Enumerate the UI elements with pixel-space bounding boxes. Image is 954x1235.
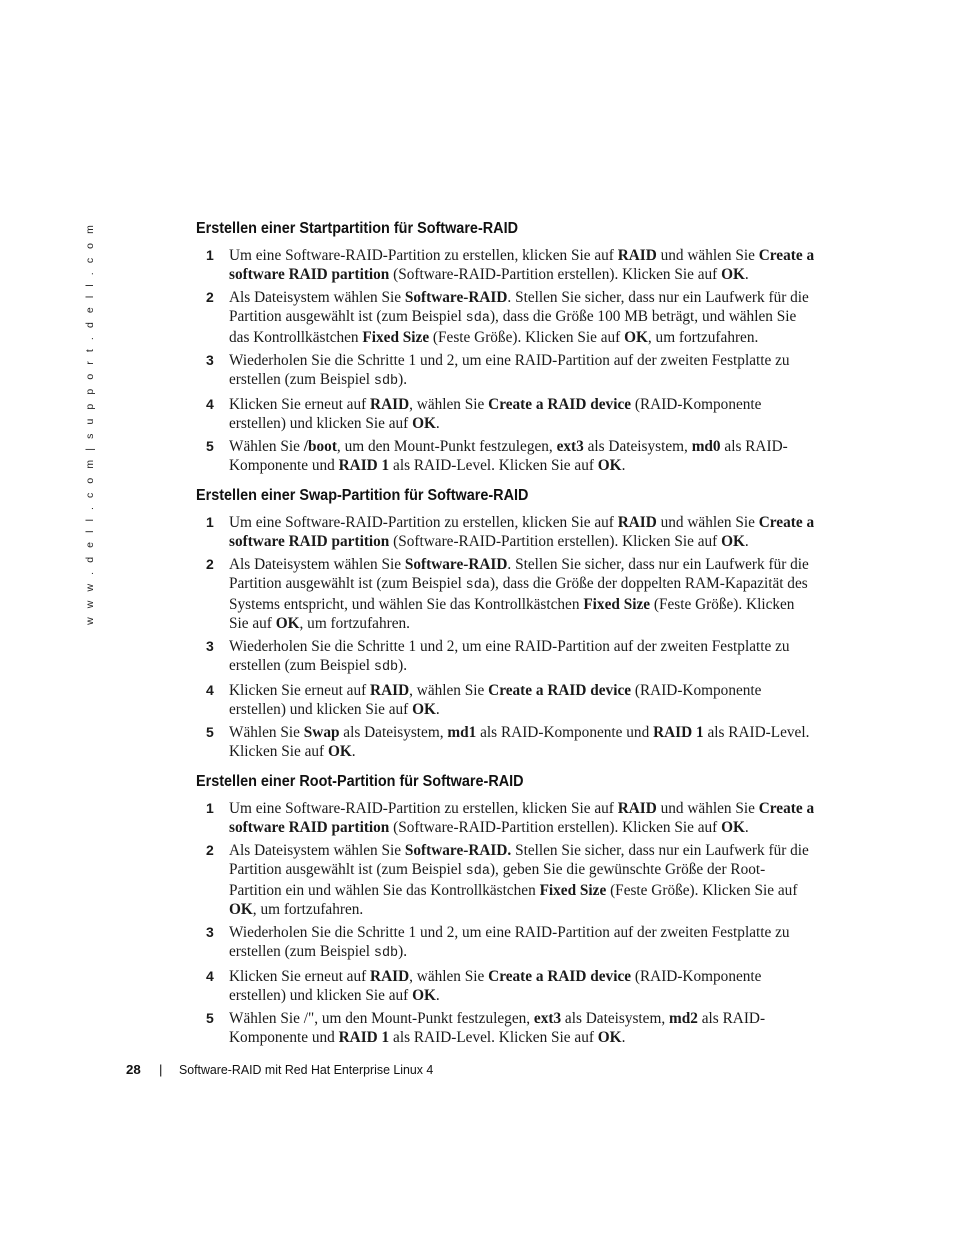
text-run: , um fortzufahren. xyxy=(252,901,364,918)
text-run: Klicken Sie erneut auf xyxy=(229,682,371,699)
step-list xyxy=(196,246,816,475)
step-number: 1 xyxy=(206,514,214,530)
text-run: Klicken Sie erneut auf xyxy=(229,968,371,985)
section-heading: Erstellen einer Swap-Partition für Software-RAID xyxy=(196,487,529,504)
step-number: 3 xyxy=(206,924,214,940)
step-item xyxy=(196,288,816,347)
text-run: Stellen Sie sicher, dass nur ein Laufwerk für die Partition ausgewählt ist (zum Beispiel xyxy=(229,842,809,878)
step-item xyxy=(196,1009,816,1047)
side-url: w w w . d e l l . c o m | s u p p o r t . d e l l . c o m xyxy=(84,222,96,625)
text-run: Klicken Sie erneut auf xyxy=(229,396,371,413)
text-run: (Feste Größe). Klicken Sie auf xyxy=(429,329,625,346)
bold-term: RAID xyxy=(617,514,657,531)
step-number: 5 xyxy=(206,724,214,740)
code-term: sda xyxy=(465,864,490,879)
section-heading: Erstellen einer Startpartition für Software-RAID xyxy=(196,220,518,237)
bold-term: Create a software RAID partition xyxy=(229,514,815,550)
bold-term: Software-RAID xyxy=(404,289,508,306)
step-item xyxy=(196,395,816,433)
bold-term: RAID 1 xyxy=(338,1029,390,1046)
step-text xyxy=(229,438,788,474)
bold-term: OK xyxy=(229,901,253,918)
bold-term: Swap xyxy=(303,724,340,741)
text-run: , wählen Sie xyxy=(409,396,489,413)
bold-term: Fixed Size xyxy=(539,882,607,899)
text-run: , wählen Sie xyxy=(409,682,489,699)
text-run: . xyxy=(744,266,749,283)
text-run: . xyxy=(621,457,626,474)
bold-term: OK xyxy=(624,329,648,346)
text-run: . xyxy=(351,743,356,760)
text-run: Um eine Software-RAID-Partition zu erstellen, klicken Sie auf xyxy=(229,514,618,531)
page-number: 28 xyxy=(126,1062,141,1077)
text-run: (RAID-Komponente erstellen) und klicken Sie auf xyxy=(229,968,762,1004)
section xyxy=(196,772,816,1047)
bold-term: Create a software RAID partition xyxy=(229,247,815,283)
step-text xyxy=(229,638,790,674)
text-run: Als Dateisystem wählen Sie xyxy=(229,289,405,306)
bold-term: Create a software RAID partition xyxy=(229,800,815,836)
text-run: und wählen Sie xyxy=(656,514,759,531)
bold-term: Software-RAID xyxy=(404,556,508,573)
code-term: sda xyxy=(465,578,490,593)
bold-term: OK xyxy=(721,819,745,836)
step-item xyxy=(196,923,816,963)
bold-term: Create a RAID device xyxy=(488,968,632,985)
page-footer xyxy=(0,1062,954,1082)
text-run: als RAID-Komponente und xyxy=(476,724,654,741)
step-item xyxy=(196,967,816,1005)
text-run: (Feste Größe). Klicken Sie auf xyxy=(606,882,798,899)
step-item xyxy=(196,841,816,919)
footer-divider: | xyxy=(159,1062,163,1077)
step-item xyxy=(196,799,816,837)
step-text xyxy=(229,514,814,550)
text-run: Wiederholen Sie die Schritte 1 und 2, um eine RAID-Partition auf der zweiten Festplatte zu erstellen (zum Beispiel xyxy=(229,352,790,388)
text-run: , wählen Sie xyxy=(409,968,489,985)
step-number: 2 xyxy=(206,556,214,572)
text-run: (Software-RAID-Partition erstellen). Klicken Sie auf xyxy=(389,819,722,836)
bold-term: OK xyxy=(597,457,622,474)
step-item xyxy=(196,555,816,633)
text-run: Wiederholen Sie die Schritte 1 und 2, um eine RAID-Partition auf der zweiten Festplatte zu erstellen (zum Beispiel xyxy=(229,924,790,960)
bold-term: RAID xyxy=(370,968,410,985)
bold-term: RAID 1 xyxy=(653,724,704,741)
code-term: sdb xyxy=(373,946,399,961)
bold-term: OK xyxy=(597,1029,622,1046)
text-run: als Dateisystem, xyxy=(561,1010,670,1027)
text-run: . Stellen Sie sicher, dass nur ein Laufwerk für die Partition ausgewählt ist (zum Beispiel xyxy=(229,556,809,592)
step-text xyxy=(229,396,761,432)
bold-term: RAID xyxy=(370,682,410,699)
bold-term: md1 xyxy=(447,724,477,741)
text-run: als RAID-Komponente und xyxy=(229,1010,766,1046)
text-run: als RAID-Level. Klicken Sie auf xyxy=(389,1029,598,1046)
bold-term: OK xyxy=(275,615,300,632)
text-run: (RAID-Komponente erstellen) und klicken Sie auf xyxy=(229,396,762,432)
step-item xyxy=(196,723,816,761)
bold-term: RAID xyxy=(617,800,657,817)
text-run: und wählen Sie xyxy=(656,247,759,264)
bold-term: OK xyxy=(412,415,436,432)
bold-term: RAID xyxy=(617,247,657,264)
text-run: Als Dateisystem wählen Sie xyxy=(229,842,405,859)
step-number: 2 xyxy=(206,289,214,305)
step-number: 1 xyxy=(206,800,214,816)
step-text xyxy=(229,247,814,283)
code-term: sda xyxy=(465,311,490,326)
text-run: , um fortzufahren. xyxy=(299,615,410,632)
text-run: . xyxy=(435,701,440,718)
text-run: (RAID-Komponente erstellen) und klicken Sie auf xyxy=(229,682,762,718)
text-run: . xyxy=(621,1029,626,1046)
section-heading: Erstellen einer Root-Partition für Software-RAID xyxy=(196,773,524,790)
bold-term: OK xyxy=(721,533,745,550)
step-text xyxy=(229,968,761,1004)
text-run: . xyxy=(435,987,440,1004)
bold-term: OK xyxy=(721,266,745,283)
step-number: 3 xyxy=(206,638,214,654)
step-text xyxy=(229,724,809,760)
step-text xyxy=(229,800,814,836)
text-run: als RAID-Level. Klicken Sie auf xyxy=(389,457,598,474)
step-number: 3 xyxy=(206,352,214,368)
text-run: Wiederholen Sie die Schritte 1 und 2, um eine RAID-Partition auf der zweiten Festplatte zu erstellen (zum Beispiel xyxy=(229,638,790,674)
text-run: Wählen Sie /", um den Mount-Punkt festzulegen, xyxy=(229,1010,534,1027)
step-item xyxy=(196,246,816,284)
bold-term: RAID 1 xyxy=(338,457,390,474)
step-number: 2 xyxy=(206,842,214,858)
main-content xyxy=(196,219,816,1058)
text-run: als Dateisystem, xyxy=(583,438,692,455)
text-run: . Stellen Sie sicher, dass nur ein Laufwerk für die Partition ausgewählt ist (zum Beispiel xyxy=(229,289,809,325)
text-run: . xyxy=(744,533,749,550)
step-text xyxy=(229,682,761,718)
text-run: als Dateisystem, xyxy=(339,724,448,741)
text-run: Um eine Software-RAID-Partition zu erstellen, klicken Sie auf xyxy=(229,800,618,817)
text-run: und wählen Sie xyxy=(656,800,759,817)
step-text xyxy=(229,924,790,960)
text-run: , um den Mount-Punkt festzulegen, xyxy=(336,438,557,455)
text-run: ). xyxy=(398,371,408,388)
step-item xyxy=(196,637,816,677)
bold-term: RAID xyxy=(370,396,410,413)
section xyxy=(196,219,816,475)
text-run: , um fortzufahren. xyxy=(647,329,759,346)
bold-term: ext3 xyxy=(556,438,584,455)
step-list xyxy=(196,799,816,1047)
text-run: Um eine Software-RAID-Partition zu erstellen, klicken Sie auf xyxy=(229,247,618,264)
step-number: 4 xyxy=(206,682,214,698)
text-run: Als Dateisystem wählen Sie xyxy=(229,556,405,573)
bold-term: Create a RAID device xyxy=(488,682,632,699)
step-item xyxy=(196,351,816,391)
step-item xyxy=(196,513,816,551)
text-run: (Software-RAID-Partition erstellen). Klicken Sie auf xyxy=(389,266,722,283)
text-run: ). xyxy=(398,943,408,960)
text-run: (Software-RAID-Partition erstellen). Klicken Sie auf xyxy=(389,533,722,550)
step-number: 5 xyxy=(206,438,214,454)
bold-term: /boot xyxy=(303,438,337,455)
text-run: ), dass die Größe 100 MB beträgt, und wählen Sie das Kontrollkästchen xyxy=(229,308,797,346)
step-number: 5 xyxy=(206,1010,214,1026)
text-run: als RAID-Level. Klicken Sie auf xyxy=(229,724,810,760)
text-run: als RAID-Komponente und xyxy=(229,438,788,474)
step-text xyxy=(229,289,809,346)
bold-term: md0 xyxy=(691,438,721,455)
section xyxy=(196,486,816,761)
step-number: 1 xyxy=(206,247,214,263)
step-number: 4 xyxy=(206,396,214,412)
code-term: sdb xyxy=(373,374,399,389)
bold-term: Create a RAID device xyxy=(488,396,632,413)
text-run: ). xyxy=(398,657,408,674)
footer-title: Software-RAID mit Red Hat Enterprise Linux 4 xyxy=(179,1062,434,1077)
step-list xyxy=(196,513,816,761)
code-term: sdb xyxy=(373,660,399,675)
bold-term: Software-RAID. xyxy=(404,842,512,859)
text-run: . xyxy=(744,819,749,836)
step-number: 4 xyxy=(206,968,214,984)
bold-term: Fixed Size xyxy=(362,329,430,346)
bold-term: OK xyxy=(412,987,436,1004)
bold-term: OK xyxy=(412,701,436,718)
bold-term: ext3 xyxy=(533,1010,562,1027)
text-run: Wählen Sie xyxy=(229,438,304,455)
bold-term: OK xyxy=(327,743,352,760)
step-text xyxy=(229,1010,765,1046)
text-run: Wählen Sie xyxy=(229,724,304,741)
text-run: (Feste Größe). Klicken Sie auf xyxy=(229,596,795,632)
bold-term: Fixed Size xyxy=(583,596,651,613)
step-text xyxy=(229,842,809,918)
text-run: ), geben Sie die gewünschte Größe der Root-Partition ein und wählen Sie das Kontrollkästchen xyxy=(229,861,766,899)
text-run: . xyxy=(435,415,440,432)
step-text xyxy=(229,352,790,388)
step-text xyxy=(229,556,809,632)
text-run: ), dass die Größe der doppelten RAM-Kapazität des Systems entspricht, und wählen Sie das Kontrollkästchen xyxy=(229,575,808,613)
bold-term: md2 xyxy=(669,1010,698,1027)
step-item xyxy=(196,437,816,475)
step-item xyxy=(196,681,816,719)
